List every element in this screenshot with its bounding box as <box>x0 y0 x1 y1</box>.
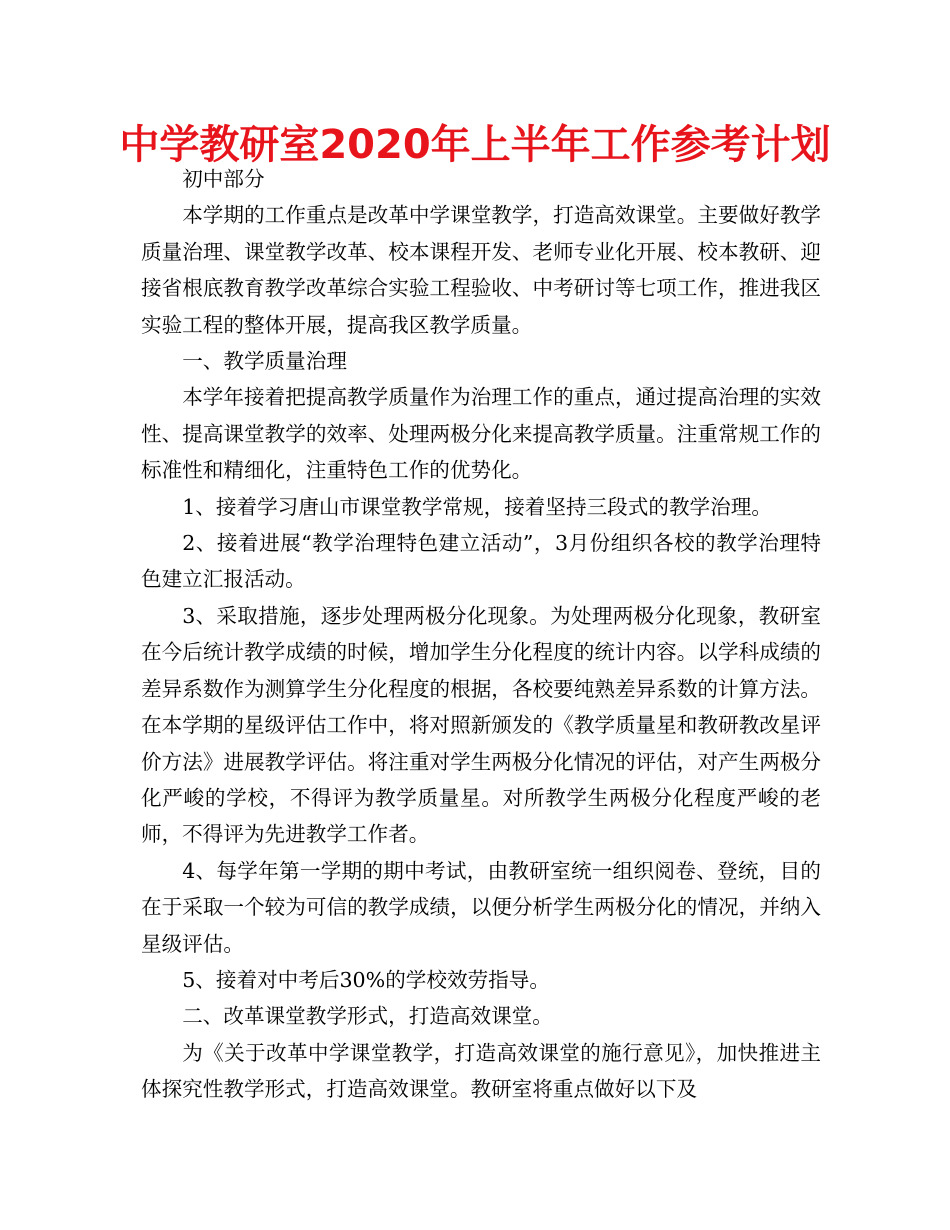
list-item: 4、每学年第一学期的期中考试，由教研室统一组织阅卷、登统，目的在于采取一个较为可信的教学成绩，以便分析学生两极分化的情况，并纳入星级评估。 <box>141 858 821 956</box>
section-label: 初中部分 <box>182 167 265 191</box>
document-title: 中学教研室2020年上半年工作参考计划 <box>119 122 831 168</box>
list-item: 2、接着进展“教学治理特色建立活动”，3月份组织各校的教学治理特色建立汇报活动。 <box>141 531 821 592</box>
list-item: 1、接着学习唐山市课堂教学常规，接着坚持三段式的教学治理。 <box>182 494 772 519</box>
section-heading: 二、改革课堂教学形式，打造高效课堂。 <box>182 1004 553 1029</box>
list-item: 3、采取措施，逐步处理两极分化现象。为处理两极分化现象，教研室在今后统计教学成绩的时候，增加学生分化程度的统计内容。以学科成绩的差异系数作为测算学生分化程度的根据，各校要纯熟差异系数的计算方法。在本学期的星级评估工作中，将对照新颁发的《教学质量星和教研教改星评价方法》进展教学评估。将注重对学生两极分化情况的评估，对产生两极分化严峻的学校，不得评为教学质量星。对所教学生两极分化程度严峻的老师，不得评为先进教学工作者。 <box>141 603 821 847</box>
paragraph: 为《关于改革中学课堂教学，打造高效课堂的施行意见》，加快推进主体探究性教学形式，打造高效课堂。教研室将重点做好以下及 <box>141 1040 821 1102</box>
intro-paragraph: 本学期的工作重点是改革中学课堂教学，打造高效课堂。主要做好教学质量治理、课堂教学改革、校本课程开发、老师专业化开展、校本教研、迎接省根底教育教学改革综合实验工程验收、中考研讨等七项工作，推进我区实验工程的整体开展，提高我区教学质量。 <box>141 203 821 337</box>
section-heading: 一、教学质量治理 <box>182 349 347 374</box>
list-item: 5、接着对中考后30%的学校效劳指导。 <box>182 967 550 992</box>
document-body <box>141 161 821 1108</box>
paragraph: 本学年接着把提高教学质量作为治理工作的重点，通过提高治理的实效性、提高课堂教学的效率、处理两极分化来提高教学质量。注重常规工作的标准性和精细化，注重特色工作的优势化。 <box>141 385 821 483</box>
